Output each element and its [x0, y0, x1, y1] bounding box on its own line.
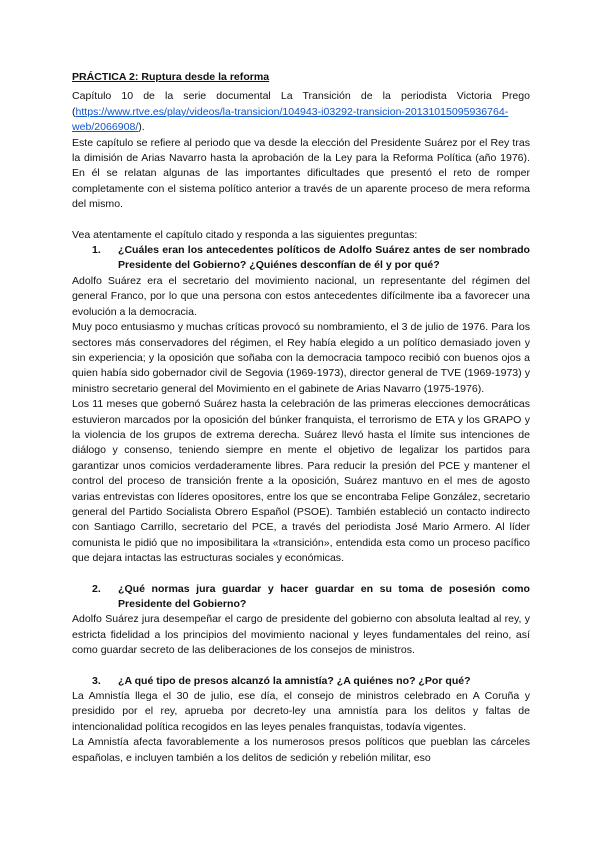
document-page: [72, 70, 530, 766]
question-1: [72, 243, 530, 274]
question-number: 2.: [92, 582, 101, 595]
answer-paragraph: Los 11 meses que gobernó Suárez hasta la celebración de las primeras elecciones democráticas estuvieron marcados por la oposición del búnker franquista, el terrorismo de ETA y los GRAPO y la violencia de los grupos de extrema derecha. Suárez llevó hasta el límite sus intenciones de diálogo y consenso, teniendo siempre en mente el objetivo de legalizar los partidos para garantizar unos comicios verdaderamente libres. Para reducir la presión del PCE y mantener el control del proceso de transición frente a la oposición, Suárez mantuvo en el mes de agosto varias entrevistas con líderes opositores, entre los que se encontraba Felipe González, secretario general del Partido Socialista Obrero Español (PSOE). También estableció un contacto indirecto con Santiago Carrillo, secretario del PCE, a través del periodista José Mario Armero. Al líder comunista le pidió que no imposibilitara la «transición», entendida esta como un proceso pacífico que dejara intactas las estructuras sociales y económicas.: [72, 398, 530, 565]
summary-paragraph: Este capítulo se refiere al periodo que va desde la elección del Presidente Suárez por el Rey tras la dimisión de Arias Navarro hasta la aprobación de la Ley para la Reforma Política (año 1976). En él se relatan algunas de las importantes dificultades que presentó el reto de romper completamente con el sistema político anterior a través de un aparente proceso de mera reforma del mismo.: [72, 136, 530, 211]
question-number: 3.: [92, 674, 101, 687]
question-text: ¿A qué tipo de presos alcanzó la amnistía? ¿A quiénes no? ¿Por qué?: [118, 674, 471, 687]
question-number: 1.: [92, 244, 101, 257]
question-text: ¿Cuáles eran los antecedentes políticos de Adolfo Suárez antes de ser nombrado Presidente del Gobierno? ¿Quiénes desconfían de él y por qué?: [118, 244, 530, 272]
answer-paragraph: La Amnistía llega el 30 de julio, ese día, el consejo de ministros celebrado en A Coruña y presidido por el rey, aprueba por decreto-ley una amnistía para los delitos y faltas de intencionalidad política recogidos en las leyes penales franquistas, todavía vigentes.: [72, 690, 530, 733]
question-2: [72, 582, 530, 613]
answer-paragraph: La Amnistía afecta favorablemente a los numerosos presos políticos que pueblan las cárceles españolas, e incluyen también a los delitos de sedición y rebelión militar, eso: [72, 736, 530, 764]
answer-paragraph: Muy poco entusiasmo y muchas críticas provocó su nombramiento, el 3 de julio de 1976. Para los sectores más conservadores del régimen, el Rey había elegido a un político demasiado joven y sin experiencia; y la oposición que soñaba con la democracia tampoco recibió con buenos ojos a quien había sido gobernador civil de Segovia (1969-1973), director general de TVE (1969-1973) y ministro secretario general del Movimiento en el gabinete de Arias Navarro (1975-1976).: [72, 321, 530, 395]
answer-paragraph: Adolfo Suárez era el secretario del movimiento nacional, un representante del régimen del general Franco, por lo que una persona con estos antecedentes difícilmente iba a favorecer una evolución a la democracia.: [72, 274, 530, 318]
spacer: [72, 659, 530, 674]
question-3: [72, 674, 530, 689]
spacer: [72, 213, 530, 228]
page-title: PRÁCTICA 2: Ruptura desde la reforma: [72, 71, 270, 83]
source-suffix: ).: [138, 121, 145, 134]
answer-paragraph: Adolfo Suárez jura desempeñar el cargo de presidente del gobierno con absoluta lealtad al rey, y estricta fidelidad a los principios del movimiento nacional y leyes fundamentales del reino, así como guardar secreto de las deliberaciones de los consejos de ministros.: [72, 613, 530, 657]
source-link[interactable]: https://www.rtve.es/play/videos/la-transicion/104943-i03292-transicion-20131015095936764-web/2066908/: [72, 105, 509, 134]
question-text: ¿Qué normas jura guardar y hacer guardar en su toma de posesión como Presidente del Gobierno?: [118, 582, 530, 610]
source-paragraph: [72, 89, 530, 135]
instruction-paragraph: Vea atentamente el capítulo citado y responda a las siguientes preguntas:: [72, 228, 418, 241]
source-prefix: Capítulo 10 de la serie documental La Transición de la periodista Victoria Prego (: [72, 90, 530, 118]
spacer: [72, 567, 530, 582]
